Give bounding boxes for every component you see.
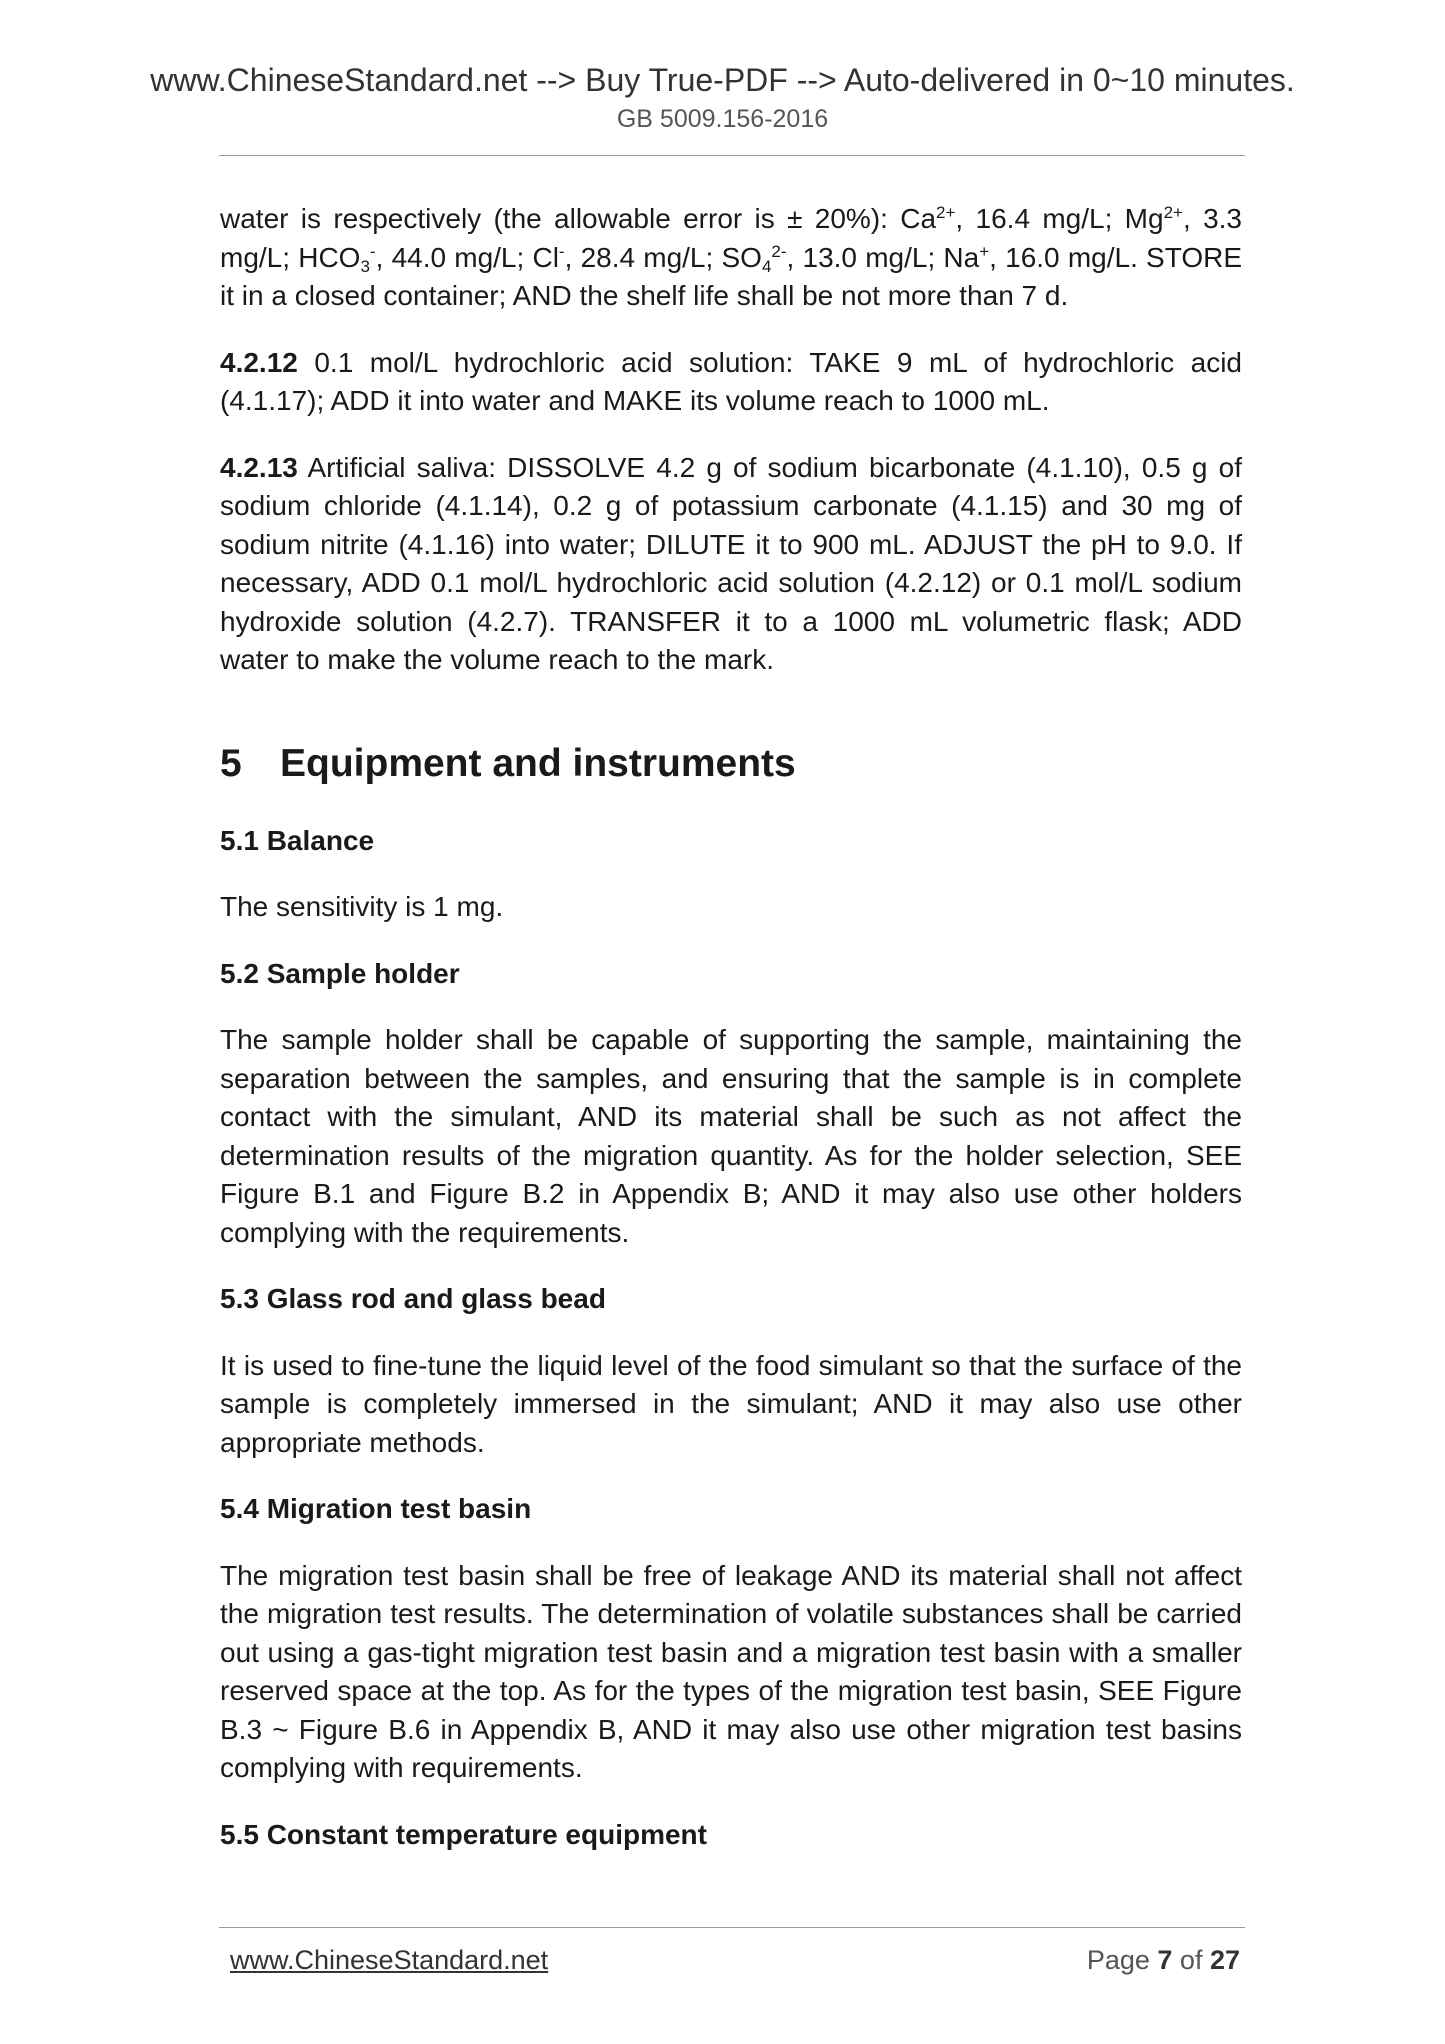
current-page: 7 bbox=[1157, 1945, 1173, 1975]
text-run: , 16.0 mg/L. STORE it in a closed container; AND the shelf life shall be not more than 7 d. bbox=[220, 241, 1242, 311]
superscript: 2+ bbox=[1163, 203, 1183, 222]
clause-number: 4.2.13 bbox=[220, 451, 298, 483]
document-id: GB 5009.156-2016 bbox=[616, 105, 829, 133]
text-run: , 28.4 mg/L; SO bbox=[564, 241, 762, 273]
subsection-heading-5-3: 5.3 Glass rod and glass bead bbox=[220, 1283, 606, 1314]
section-heading-5 bbox=[220, 740, 1242, 788]
header-banner: www.ChineseStandard.net --> Buy True-PDF --> Auto-delivered in 0~10 minutes. bbox=[150, 62, 1295, 98]
paragraph-4-2-13 bbox=[220, 449, 1242, 680]
paragraph-5-4: The migration test basin shall be free of leakage AND its material shall not affect the migration test results. The determination of volatile substances shall be carried out using a gas-tight migration test basin and a migration test basin with a smaller reserved space at the top. As for the types of the migration test basin, SEE Figure B.3 ~ Figure B.6 in Appendix B, AND it may also use other migration test basins complying with requirements. bbox=[220, 1559, 1242, 1783]
subsection-heading-5-4: 5.4 Migration test basin bbox=[220, 1493, 532, 1524]
text-run: water is respectively (the allowable error is ± 20%): Ca bbox=[220, 203, 937, 234]
section-number: 5 bbox=[220, 741, 242, 785]
superscript: - bbox=[369, 241, 376, 261]
text-run: , 13.0 mg/L; Na bbox=[786, 241, 980, 273]
superscript: 2- bbox=[771, 241, 787, 261]
footer-site-link[interactable]: www.ChineseStandard.net bbox=[230, 1945, 549, 1975]
page-body bbox=[220, 200, 1242, 1854]
page-of-label: of bbox=[1172, 1945, 1210, 1975]
subsection-heading-5-1: 5.1 Balance bbox=[220, 824, 375, 856]
superscript: + bbox=[979, 241, 990, 261]
paragraph-5-3: It is used to fine-tune the liquid level of the food simulant so that the surface of the sample is completely immersed in the simulant; AND it may also use other appropriate methods. bbox=[220, 1349, 1242, 1458]
footer-divider bbox=[219, 1927, 1245, 1928]
superscript: - bbox=[558, 241, 565, 261]
text-run: , 44.0 mg/L; Cl bbox=[375, 241, 559, 273]
clause-text: Artificial saliva: DISSOLVE 4.2 g of sodium bicarbonate (4.1.10), 0.5 g of sodium chloride (4.1.14), 0.2 g of potassium carbonate (4.1.15) and 30 mg of sodium nitrite (4.1.16) into water; DILUTE it to 900 mL. ADJUST the pH to 9.0. If necessary, ADD 0.1 mol/L hydrochloric acid solution (4.2.12) or 0.1 mol/L sodium hydroxide solution (4.2.7). TRANSFER it to a 1000 mL volumetric flask; ADD water to make the volume reach to the mark. bbox=[220, 451, 1242, 675]
clause-number: 4.2.12 bbox=[220, 346, 298, 378]
paragraph-5-1: The sensitivity is 1 mg. bbox=[220, 891, 504, 922]
clause-text: 0.1 mol/L hydrochloric acid solution: TAKE 9 mL of hydrochloric acid (4.1.17); ADD it into water and MAKE its volume reach to 1000 mL. bbox=[220, 346, 1242, 416]
subscript: 3 bbox=[360, 256, 370, 276]
subsection-heading-5-5: 5.5 Constant temperature equipment bbox=[220, 1818, 707, 1850]
text-run: , 3.3 mg/L; HCO bbox=[220, 203, 1242, 273]
page-number bbox=[1087, 1943, 1240, 1977]
page-label: Page bbox=[1086, 1945, 1158, 1975]
paragraph-5-2: The sample holder shall be capable of supporting the sample, maintaining the separation between the samples, and ensuring that the sample is in complete contact with the simulant, AND its material shall be such as not affect the determination results of the migration quantity. As for the holder selection, SEE Figure B.1 and Figure B.2 in Appendix B; AND it may also use other holders complying with the requirements. bbox=[220, 1024, 1242, 1248]
paragraph-water-composition bbox=[220, 200, 1242, 316]
text-run: , 16.4 mg/L; Mg bbox=[955, 203, 1164, 234]
total-pages: 27 bbox=[1209, 1945, 1240, 1975]
subsection-heading-5-2: 5.2 Sample holder bbox=[220, 957, 460, 989]
paragraph-4-2-12 bbox=[220, 344, 1242, 421]
section-title: Equipment and instruments bbox=[280, 741, 796, 785]
header-divider bbox=[219, 155, 1245, 156]
subscript: 4 bbox=[761, 256, 772, 276]
superscript: 2+ bbox=[936, 203, 956, 222]
